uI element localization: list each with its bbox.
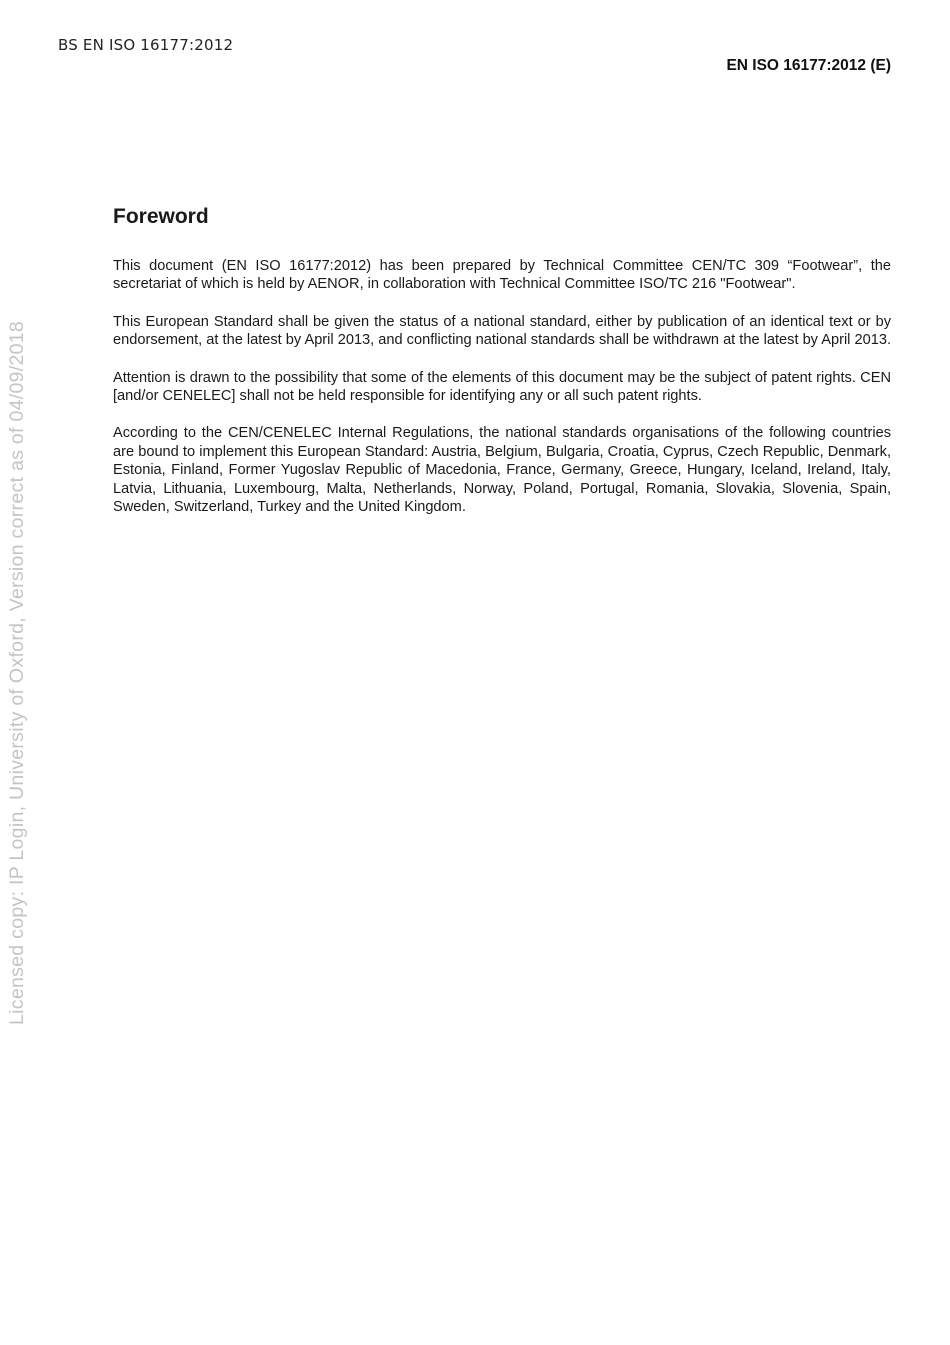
foreword-paragraph: According to the CEN/CENELEC Internal Regulations, the national standards organisations of the following countries are bound to implement this European Standard: Austria, Belgium, Bulgaria, Croatia, Cyprus, Czech Republic, Denmark, Estonia, Finland, Former Yugoslav Republic of Macedonia, France, Germany, Greece, Hungary, Iceland, Ireland, Italy, Latvia, Lithuania, Luxembourg, Malta, Netherlands, Norway, Poland, Portugal, Romania, Slovakia, Slovenia, Spain, Sweden, Switzerland, Turkey and the United Kingdom. <box>113 425 891 516</box>
standard-id-header-left: BS EN ISO 16177:2012 <box>58 36 234 54</box>
foreword-paragraph: This European Standard shall be given the status of a national standard, either by publication of an identical text or by endorsement, at the latest by April 2013, and conflicting national standards shall be withdrawn at the latest by April 2013. <box>113 313 892 349</box>
license-watermark: Licensed copy: IP Login, University of Oxford, Version correct as of 04/09/2018 <box>6 320 28 1025</box>
foreword-paragraph: This document (EN ISO 16177:2012) has been prepared by Technical Committee CEN/TC 309 “Footwear”, the secretariat of which is held by AENOR, in collaboration with Technical Committee ISO/TC 216 "Footwear". <box>113 258 891 293</box>
standard-id-header-right: EN ISO 16177:2012 (E) <box>726 57 891 74</box>
page-title: Foreword <box>113 205 209 228</box>
document-body <box>113 205 891 535</box>
foreword-paragraph: Attention is drawn to the possibility that some of the elements of this document may be the subject of patent rights. CEN [and/or CENELEC] shall not be held responsible for identifying any or all such patent rights. <box>113 369 891 405</box>
